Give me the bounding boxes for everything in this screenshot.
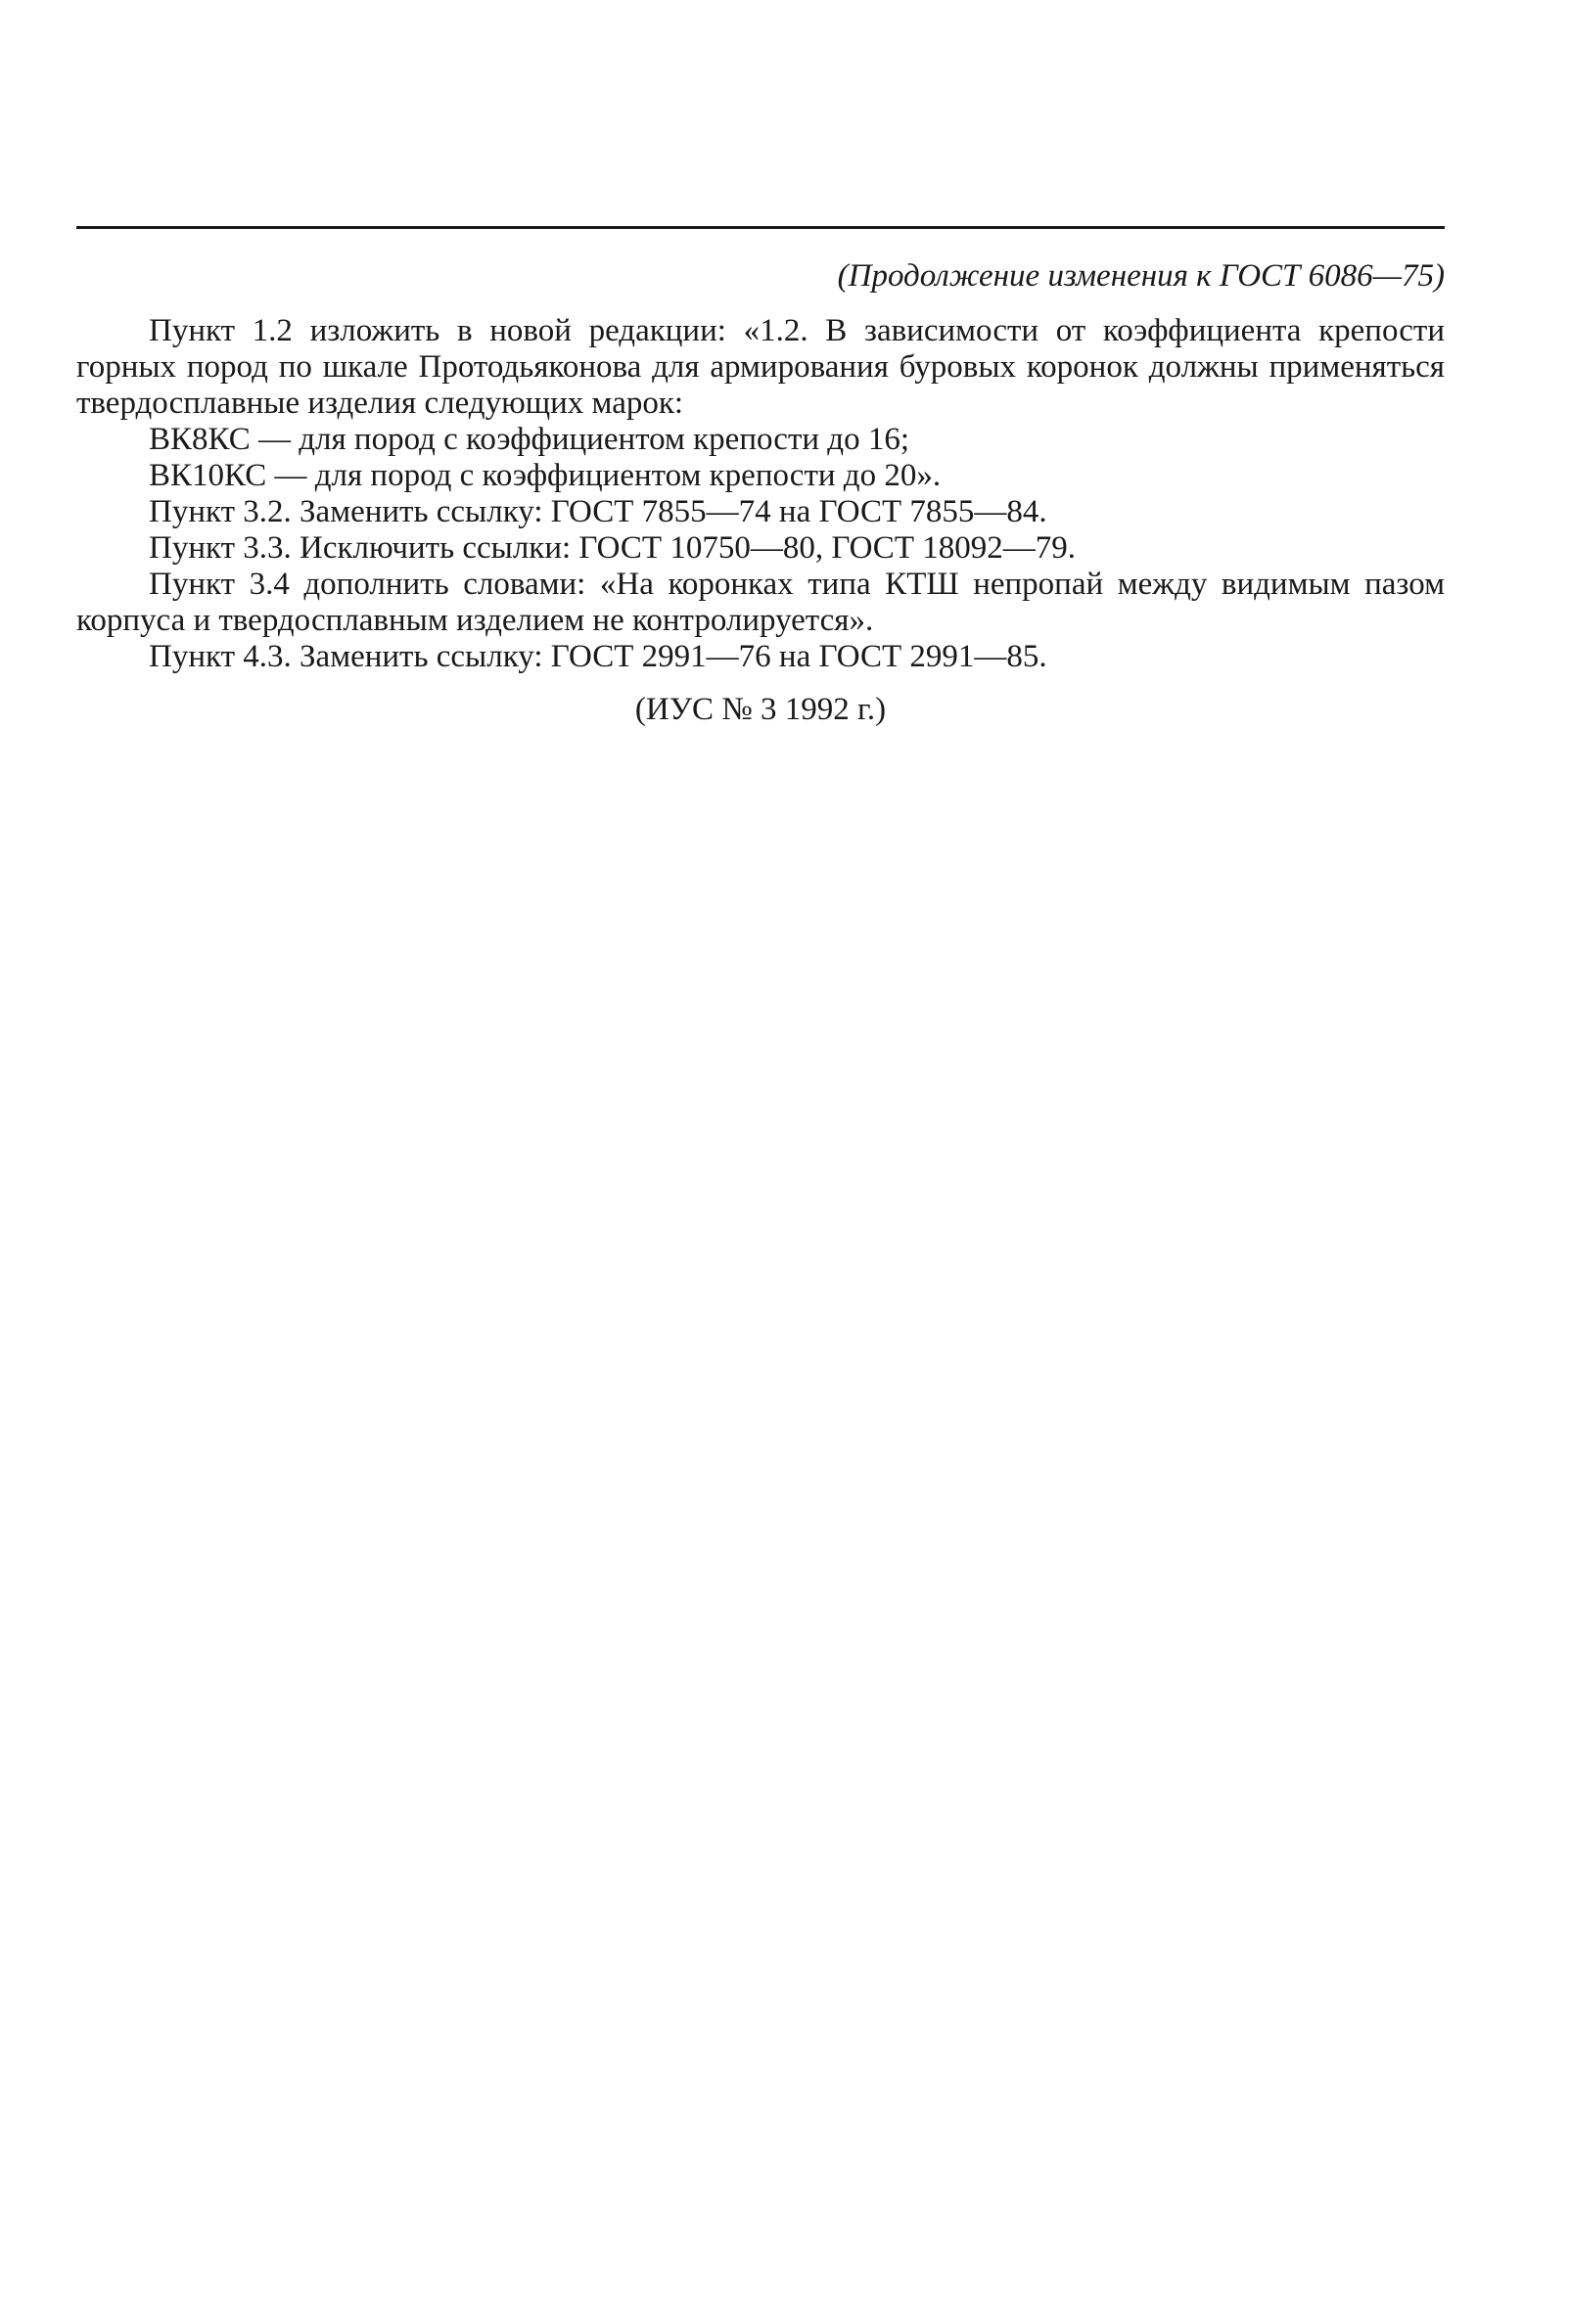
- ius-reference: (ИУС № 3 1992 г.): [634, 692, 887, 727]
- paragraph-item-3-4: Пункт 3.4 дополнить словами: «На коронках типа КТШ непропай между видимым пазом корпуса и твердосплавным изделием не контролируется».: [76, 567, 1445, 638]
- top-rule: [76, 226, 1445, 229]
- paragraph-vk10ks: ВК10КС — для пород с коэффициентом крепости до 20».: [149, 458, 942, 493]
- paragraph-item-3-3: Пункт 3.3. Исключить ссылки: ГОСТ 10750—80, ГОСТ 18092—79.: [149, 530, 1076, 566]
- paragraph-item-4-3: Пункт 4.3. Заменить ссылку: ГОСТ 2991—76 на ГОСТ 2991—85.: [149, 639, 1047, 674]
- paragraph-item-3-2: Пункт 3.2. Заменить ссылку: ГОСТ 7855—74 на ГОСТ 7855—84.: [149, 494, 1047, 529]
- document-body: [76, 313, 1445, 675]
- paragraph-item-1-2: Пункт 1.2 изложить в новой редакции: «1.2. В зависимости от коэффициента крепости горных пород по шкале Протодьяконова для армирования буровых коронок должны применяться твердосплавные изделия следующих марок:: [76, 313, 1445, 421]
- continuation-header: (Продолжение изменения к ГОСТ 6086—75): [837, 258, 1445, 294]
- paragraph-vk8ks: ВК8КС — для пород с коэффициентом крепости до 16;: [149, 422, 909, 457]
